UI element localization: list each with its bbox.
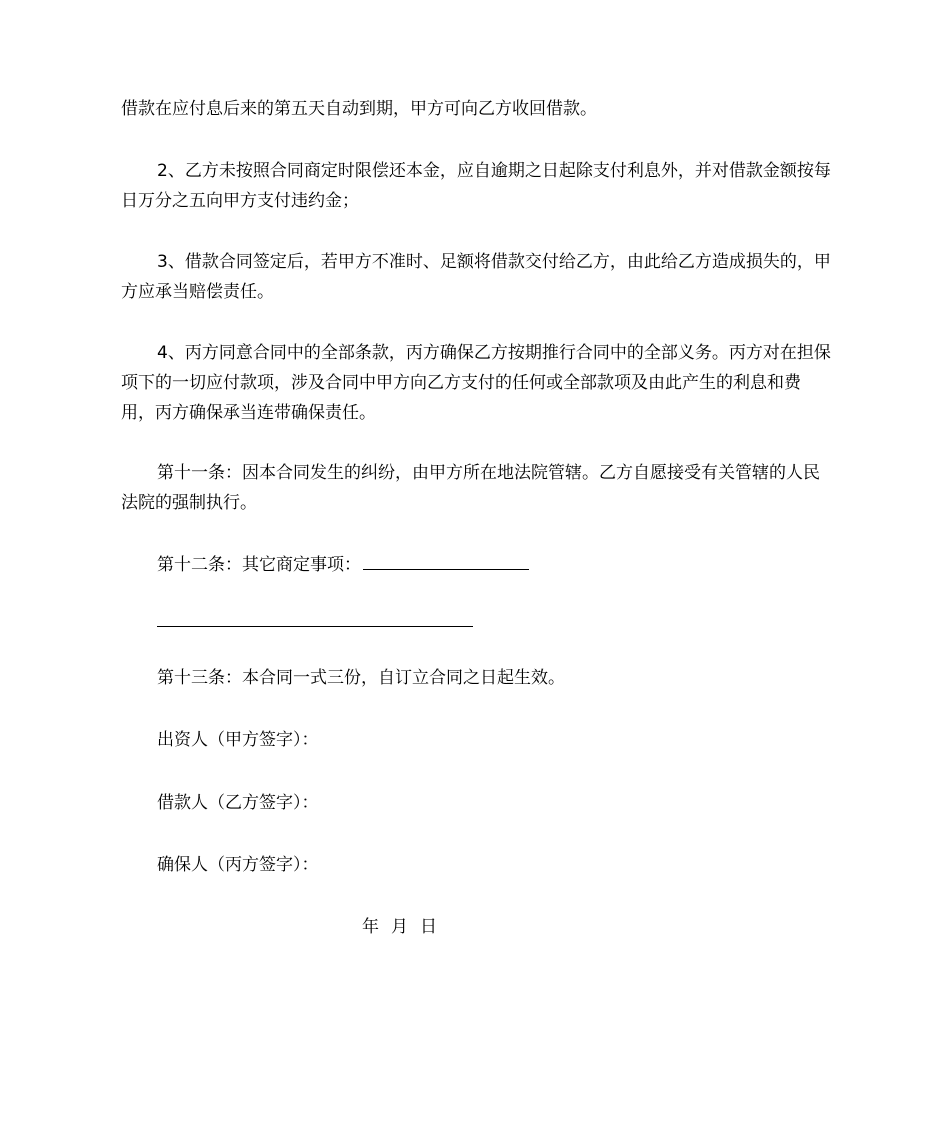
- article-13-paragraph: 第十三条：本合同一式三份，自订立合同之日起生效。: [157, 668, 565, 688]
- clause-3-paragraph: 3、借款合同签定后，若甲方不准时、足额将借款交付给乙方，由此给乙方造成损失的，甲方应承当赔偿责任。: [121, 252, 831, 302]
- date-day: 日: [420, 917, 437, 937]
- article-11-paragraph: 第十一条：因本合同发生的纠纷，由甲方所在地法院管辖。乙方自愿接受有关管辖的人民法院的强制执行。: [121, 463, 820, 513]
- borrower-signature-label: 借款人（乙方签字）：: [157, 793, 319, 813]
- signature-date: [362, 912, 449, 942]
- clause-4-paragraph: 4、丙方同意合同中的全部条款，丙方确保乙方按期推行合同中的全部义务。丙方对在担保项下的一切应付款项，涉及合同中甲方向乙方支付的任何或全部款项及由此产生的利息和费用，丙方确保承当连带确保责任。: [121, 343, 831, 423]
- continuation-paragraph: 借款在应付息后来的第五天自动到期，甲方可向乙方收回借款。: [121, 99, 597, 119]
- clause-2-paragraph: 2、乙方未按照合同商定时限偿还本金，应自逾期之日起除支付利息外，并对借款金额按每日万分之五向甲方支付违约金；: [121, 161, 831, 211]
- date-year: 年: [362, 917, 379, 937]
- article-12-blank-field[interactable]: [363, 549, 529, 570]
- article-12-continuation-blank[interactable]: [157, 626, 473, 627]
- guarantor-signature-label: 确保人（丙方签字）：: [157, 855, 319, 875]
- lender-signature-label: 出资人（甲方签字）：: [157, 730, 319, 750]
- article-12-label: 第十二条：其它商定事项：: [157, 555, 361, 575]
- article-12-line: [157, 549, 529, 580]
- date-month: 月: [391, 917, 408, 937]
